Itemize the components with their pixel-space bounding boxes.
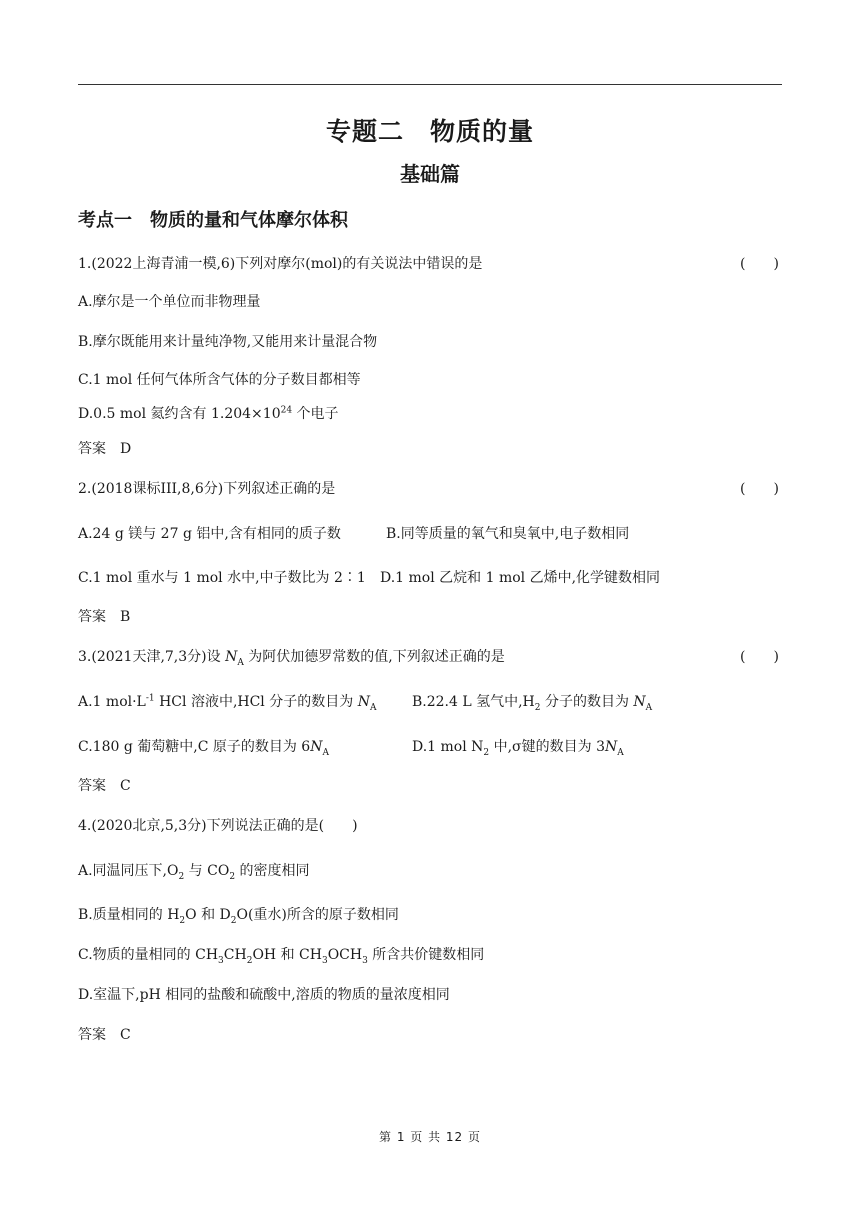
q2-answer-bracket: ( )	[740, 481, 779, 497]
q3-answer: 答案 C	[78, 778, 131, 794]
q2-stem: 2.(2018课标III,8,6分)下列叙述正确的是	[78, 481, 336, 497]
q3-option-d: D.1 mol $N_2$ 中,σ键的数目为 $3N_A$	[412, 739, 624, 758]
q3-answer-bracket: ( )	[740, 649, 779, 665]
q4-answer: 答案 C	[78, 1027, 131, 1043]
q2-answer: 答案 B	[78, 609, 131, 625]
q4-option-d: D.室温下,pH 相同的盐酸和硫酸中,溶质的物质的量浓度相同	[78, 987, 450, 1003]
page-subtitle: 基础篇	[400, 162, 460, 186]
q4-option-c: C.物质的量相同的 $CH_3CH_2OH$ 和 $CH_3OCH_3$ 所含共价键数相同	[78, 947, 485, 966]
q2-option-a: A.24 g 镁与 27 g 铝中,含有相同的质子数	[78, 526, 341, 542]
q1-answer: 答案 D	[78, 441, 132, 457]
q1-option-a: A.摩尔是一个单位而非物理量	[78, 294, 261, 310]
page-title: 专题二 物质的量	[325, 117, 534, 146]
q4-stem: 4.(2020北京,5,3分)下列说法正确的是( )	[78, 818, 358, 834]
q1-option-b: B.摩尔既能用来计量纯净物,又能用来计量混合物	[78, 334, 378, 350]
q1-option-d: D.0.5 mol 氦约含有 $1.204\times 10^{24}$ 个电子	[78, 405, 339, 422]
q2-option-c: C.1 mol 重水与 1 mol 水中,中子数比为 2∶1	[78, 570, 366, 586]
q2-option-b: B.同等质量的氧气和臭氧中,电子数相同	[386, 526, 630, 542]
q3-stem: 3.(2021天津,7,3分)设 $N_A$ 为阿伏加德罗常数的值,下列叙述正确的是	[78, 649, 505, 668]
page-footer: 第 1 页 共 12 页	[379, 1130, 481, 1144]
q1-stem: 1.(2022上海青浦一模,6)下列对摩尔(mol)的有关说法中错误的是	[78, 256, 483, 272]
q2-option-d: D.1 mol 乙烷和 1 mol 乙烯中,化学键数相同	[380, 570, 661, 586]
header-rule	[78, 84, 782, 85]
q1-answer-bracket: ( )	[740, 256, 779, 272]
q3-option-b: B.22.4 L 氢气中$,H_2$ 分子的数目为 $N_A$	[412, 694, 653, 713]
q3-option-c: C.180 g 葡萄糖中,C 原子的数目为 $6N_A$	[78, 739, 329, 758]
section-heading: 考点一 物质的量和气体摩尔体积	[78, 210, 348, 231]
q4-option-b: B.质量相同的 $H_2O$ 和 $D_2O$(重水)所含的原子数相同	[78, 907, 399, 926]
q3-option-a: A.1 $mol\cdot L^{-1}$ HCl 溶液中,HCl 分子的数目为 $N_A$	[78, 693, 377, 713]
q1-option-c: C.1 mol 任何气体所含气体的分子数目都相等	[78, 372, 361, 388]
q4-option-a: A.同温同压下$,O_2$ 与 $CO_2$ 的密度相同	[78, 863, 310, 882]
